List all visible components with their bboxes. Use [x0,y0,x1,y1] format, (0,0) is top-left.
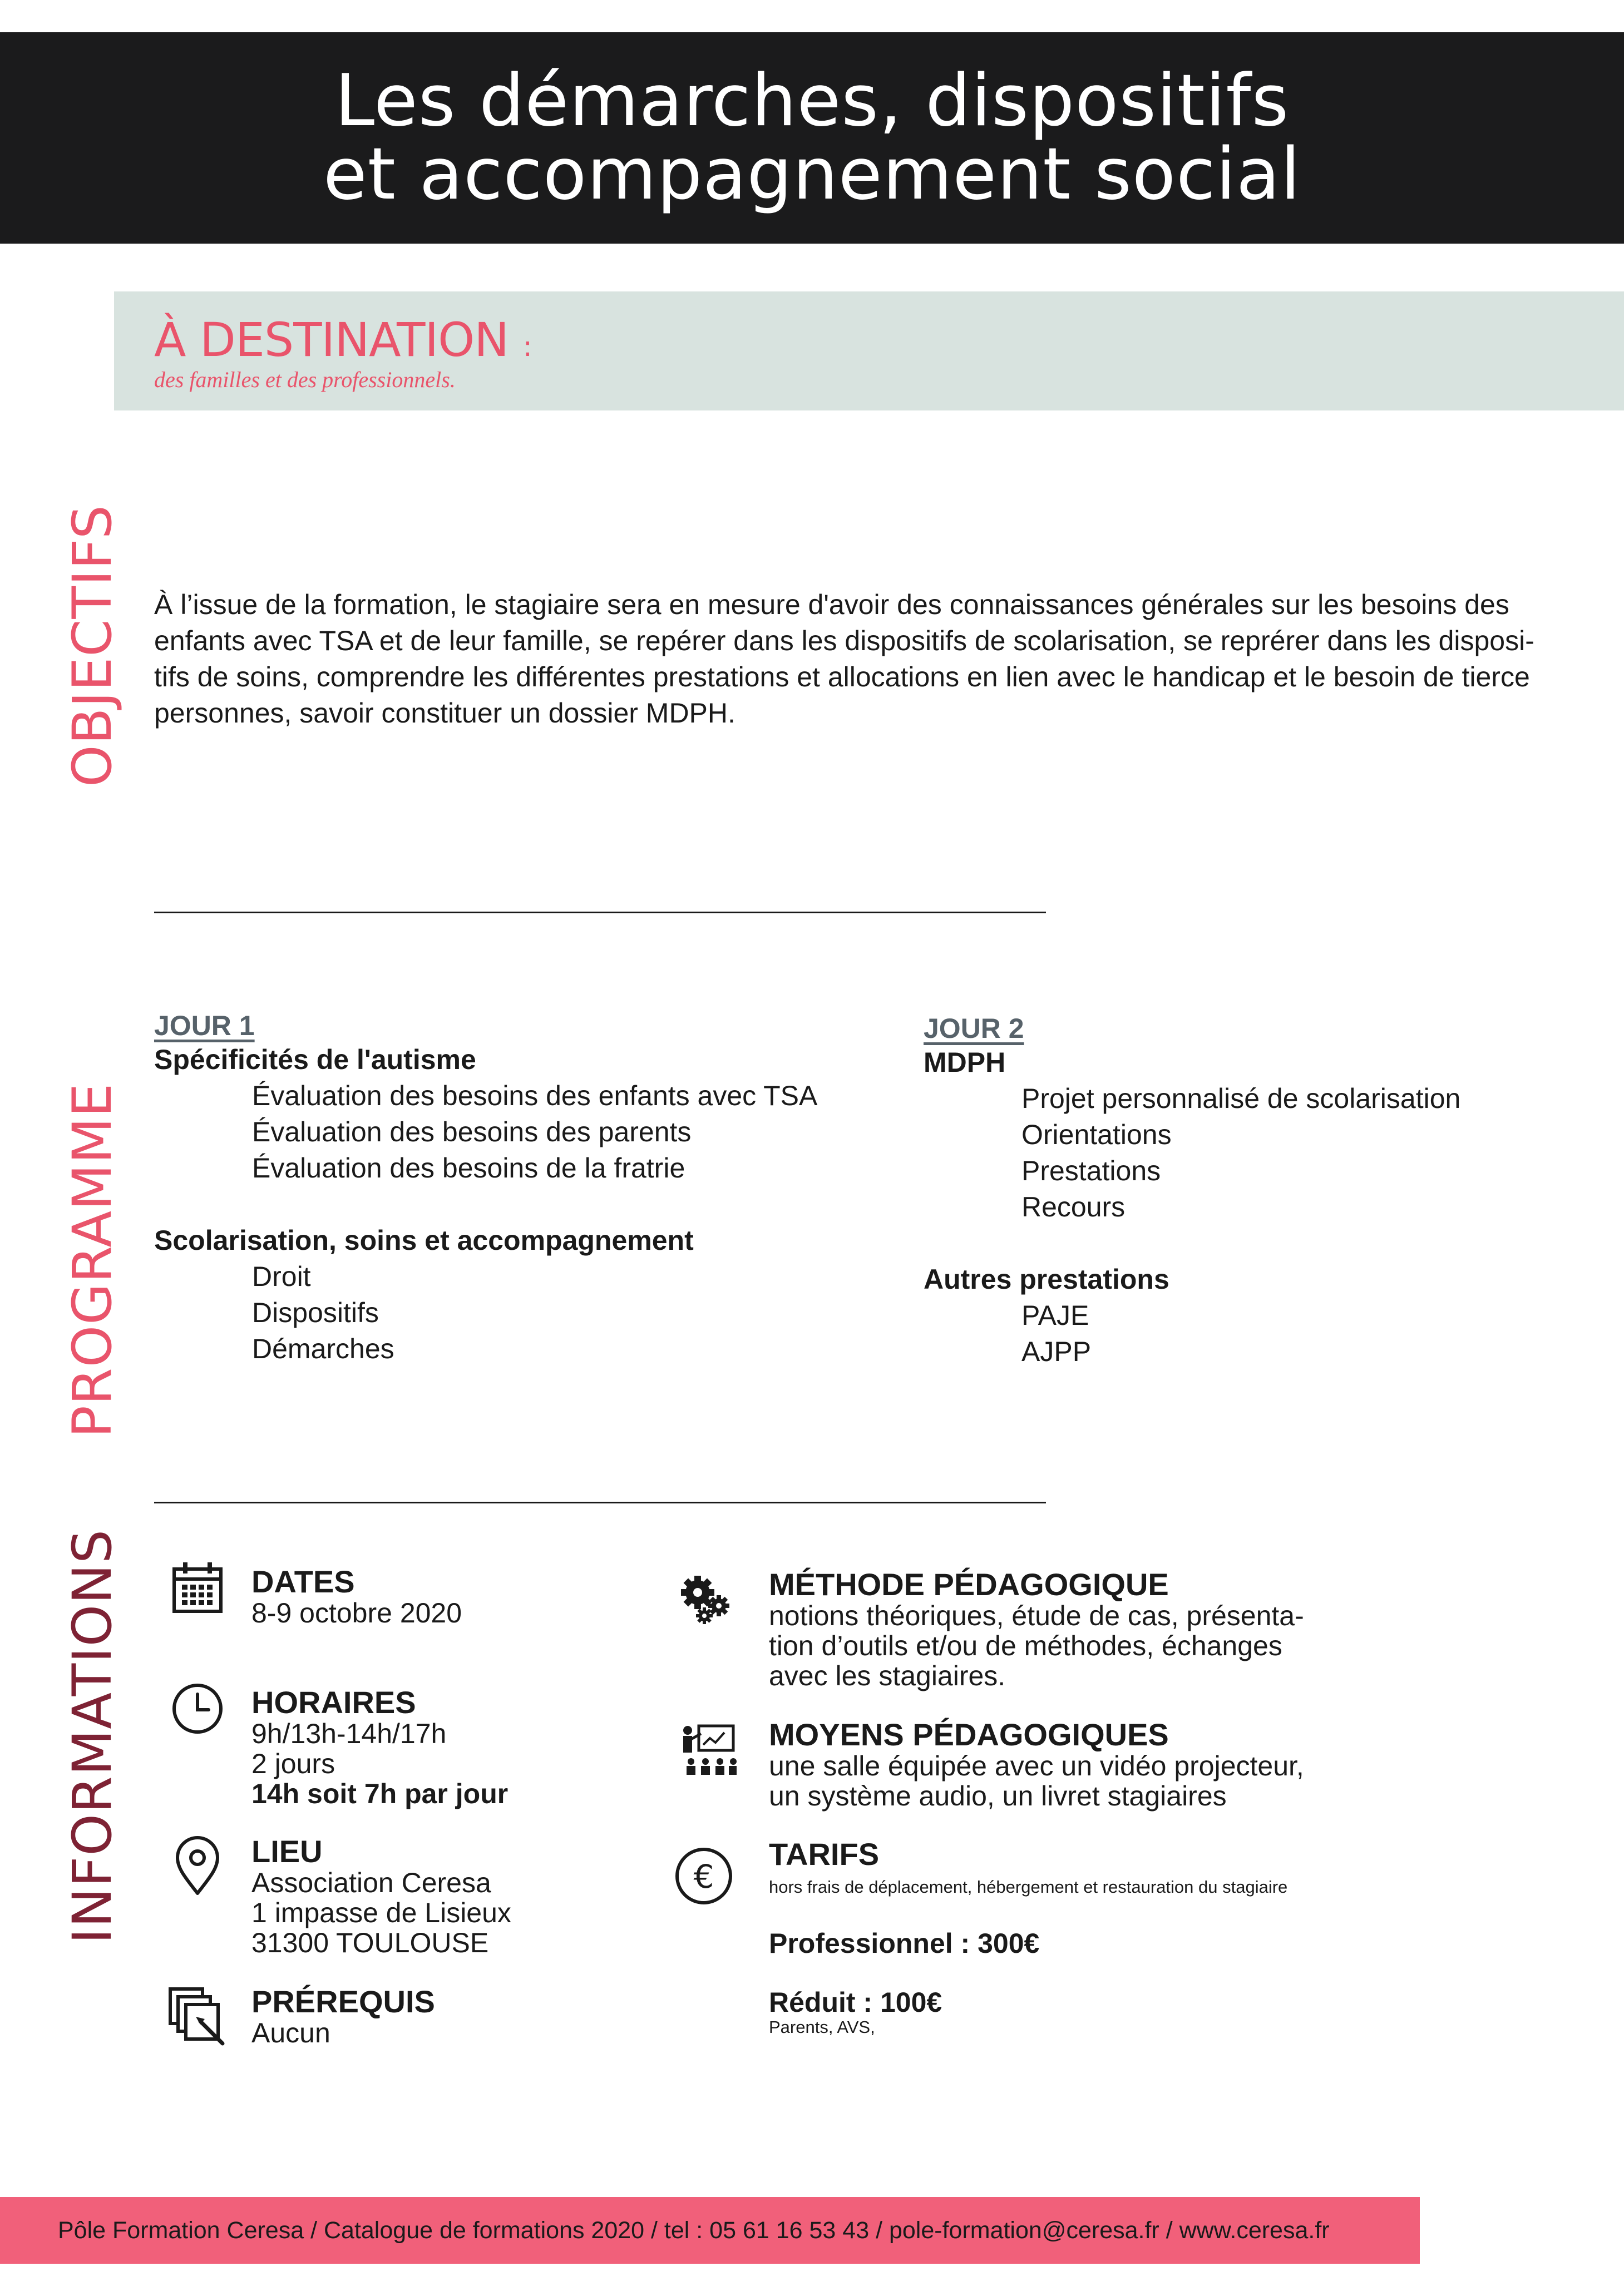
objectifs-line: tifs de soins, comprendre les différentes prestations et allocations en lien avec le handicap et le besoin de tierce [154,661,1530,692]
programme-item: Orientations [1021,1119,1172,1150]
divider [154,1502,1046,1503]
info-moyens [769,1719,1304,1811]
programme-heading: Scolarisation, soins et accompagnement [154,1225,694,1256]
programme-item: Recours [1021,1191,1126,1223]
page-title-line2: et accompagnement social [323,133,1301,216]
info-value: tion d’outils et/ou de méthodes, échanges [769,1630,1282,1661]
programme-item: AJPP [1021,1336,1092,1367]
info-lieu [251,1835,511,1958]
tarif-reduit-note: Parents, AVS, [769,2017,875,2037]
info-prerequis [251,1986,435,2048]
footer-bar [0,2197,1420,2264]
info-value: 2 jours [251,1748,335,1779]
objectifs-line: À l’issue de la formation, le stagiaire sera en mesure d'avoir des connaissances générales sur les besoins des [154,589,1509,620]
info-horaires [251,1686,508,1809]
audience-heading [154,313,532,367]
info-dates [251,1566,462,1628]
info-value: Aucun [251,2017,330,2048]
audience-text: des familles et des professionnels. [154,367,456,392]
info-value: Association Ceresa [251,1867,491,1898]
page-title-line1: Les démarches, dispositifs [334,60,1290,142]
programme-item: Évaluation des besoins de la fratrie [252,1152,685,1184]
info-title: PRÉREQUIS [251,1984,435,2019]
objectifs-line: enfants avec TSA et de leur famille, se repérer dans les dispositifs de scolarisation, se reprérer dans les disposi- [154,625,1534,656]
audience-label: À DESTINATION [154,313,509,367]
programme-item: PAJE [1021,1300,1089,1331]
programme-item: Projet personnalisé de scolarisation [1021,1083,1461,1114]
info-value: une salle équipée avec un vidéo projecteur, [769,1750,1304,1782]
tarif-professionnel: Professionnel : 300€ [769,1928,1040,1959]
audience-band [114,291,1624,410]
section-label-objectifs: OBJECTIFS [61,504,124,787]
divider [154,912,1046,913]
objectifs-text [154,587,1556,731]
info-title: HORAIRES [251,1685,416,1720]
documents-icon [167,1986,228,2047]
programme-heading: Autres prestations [924,1264,1169,1295]
section-label-informations: INFORMATIONS [61,1529,124,1944]
info-value: un système audio, un livret stagiaires [769,1780,1227,1812]
info-value: 14h soit 7h par jour [251,1778,509,1809]
info-methode [769,1568,1304,1691]
location-pin-icon [170,1835,225,1898]
section-label-programme: PROGRAMME [61,1082,124,1438]
gears-icon [679,1571,734,1627]
programme-heading: Spécificités de l'autisme [154,1044,476,1075]
footer-contact-text: Pôle Formation Ceresa / Catalogue de formations 2020 / tel : 05 61 16 53 43 / pole-formation@ceresa.fr / www.ceresa.fr [58,2216,1330,2244]
presentation-icon [679,1721,737,1777]
programme-item: Droit [252,1261,311,1292]
programme-day-2 [924,1012,1460,1370]
info-title: LIEU [251,1834,323,1869]
info-value: 1 impasse de Lisieux [251,1897,511,1928]
tarif-reduit: Réduit : 100€ [769,1987,942,2018]
info-title: TARIFS [769,1837,880,1872]
info-value: avec les stagiaires. [769,1660,1006,1691]
info-title: MOYENS PÉDAGOGIQUES [769,1717,1169,1752]
svg-text:€: € [693,1858,714,1896]
info-value: 9h/13h-14h/17h [251,1718,447,1749]
objectifs-line: personnes, savoir constituer un dossier MDPH. [154,697,736,729]
programme-item: Dispositifs [252,1297,379,1328]
info-value: 31300 TOULOUSE [251,1927,489,1958]
programme-item: Démarches [252,1333,394,1364]
info-value: notions théoriques, étude de cas, présenta- [769,1600,1304,1631]
page-header [0,32,1624,244]
info-title: MÉTHODE PÉDAGOGIQUE [769,1567,1169,1602]
info-value: 8-9 octobre 2020 [251,1597,462,1629]
tarifs-note: hors frais de déplacement, hébergement et restauration du stagiaire [769,1877,1288,1897]
info-title: DATES [251,1564,355,1599]
programme-item: Évaluation des besoins des enfants avec TSA [252,1080,818,1111]
day-title: JOUR 1 [154,1010,255,1041]
calendar-icon [170,1560,225,1616]
programme-heading: MDPH [924,1047,1006,1078]
programme-item: Prestations [1021,1155,1161,1186]
clock-icon [170,1681,225,1736]
programme-day-1 [154,1010,817,1367]
info-tarifs [769,1838,1287,2037]
programme-item: Évaluation des besoins des parents [252,1116,692,1147]
day-title: JOUR 2 [924,1013,1024,1044]
euro-icon [673,1845,734,1907]
audience-colon: : [522,330,532,363]
